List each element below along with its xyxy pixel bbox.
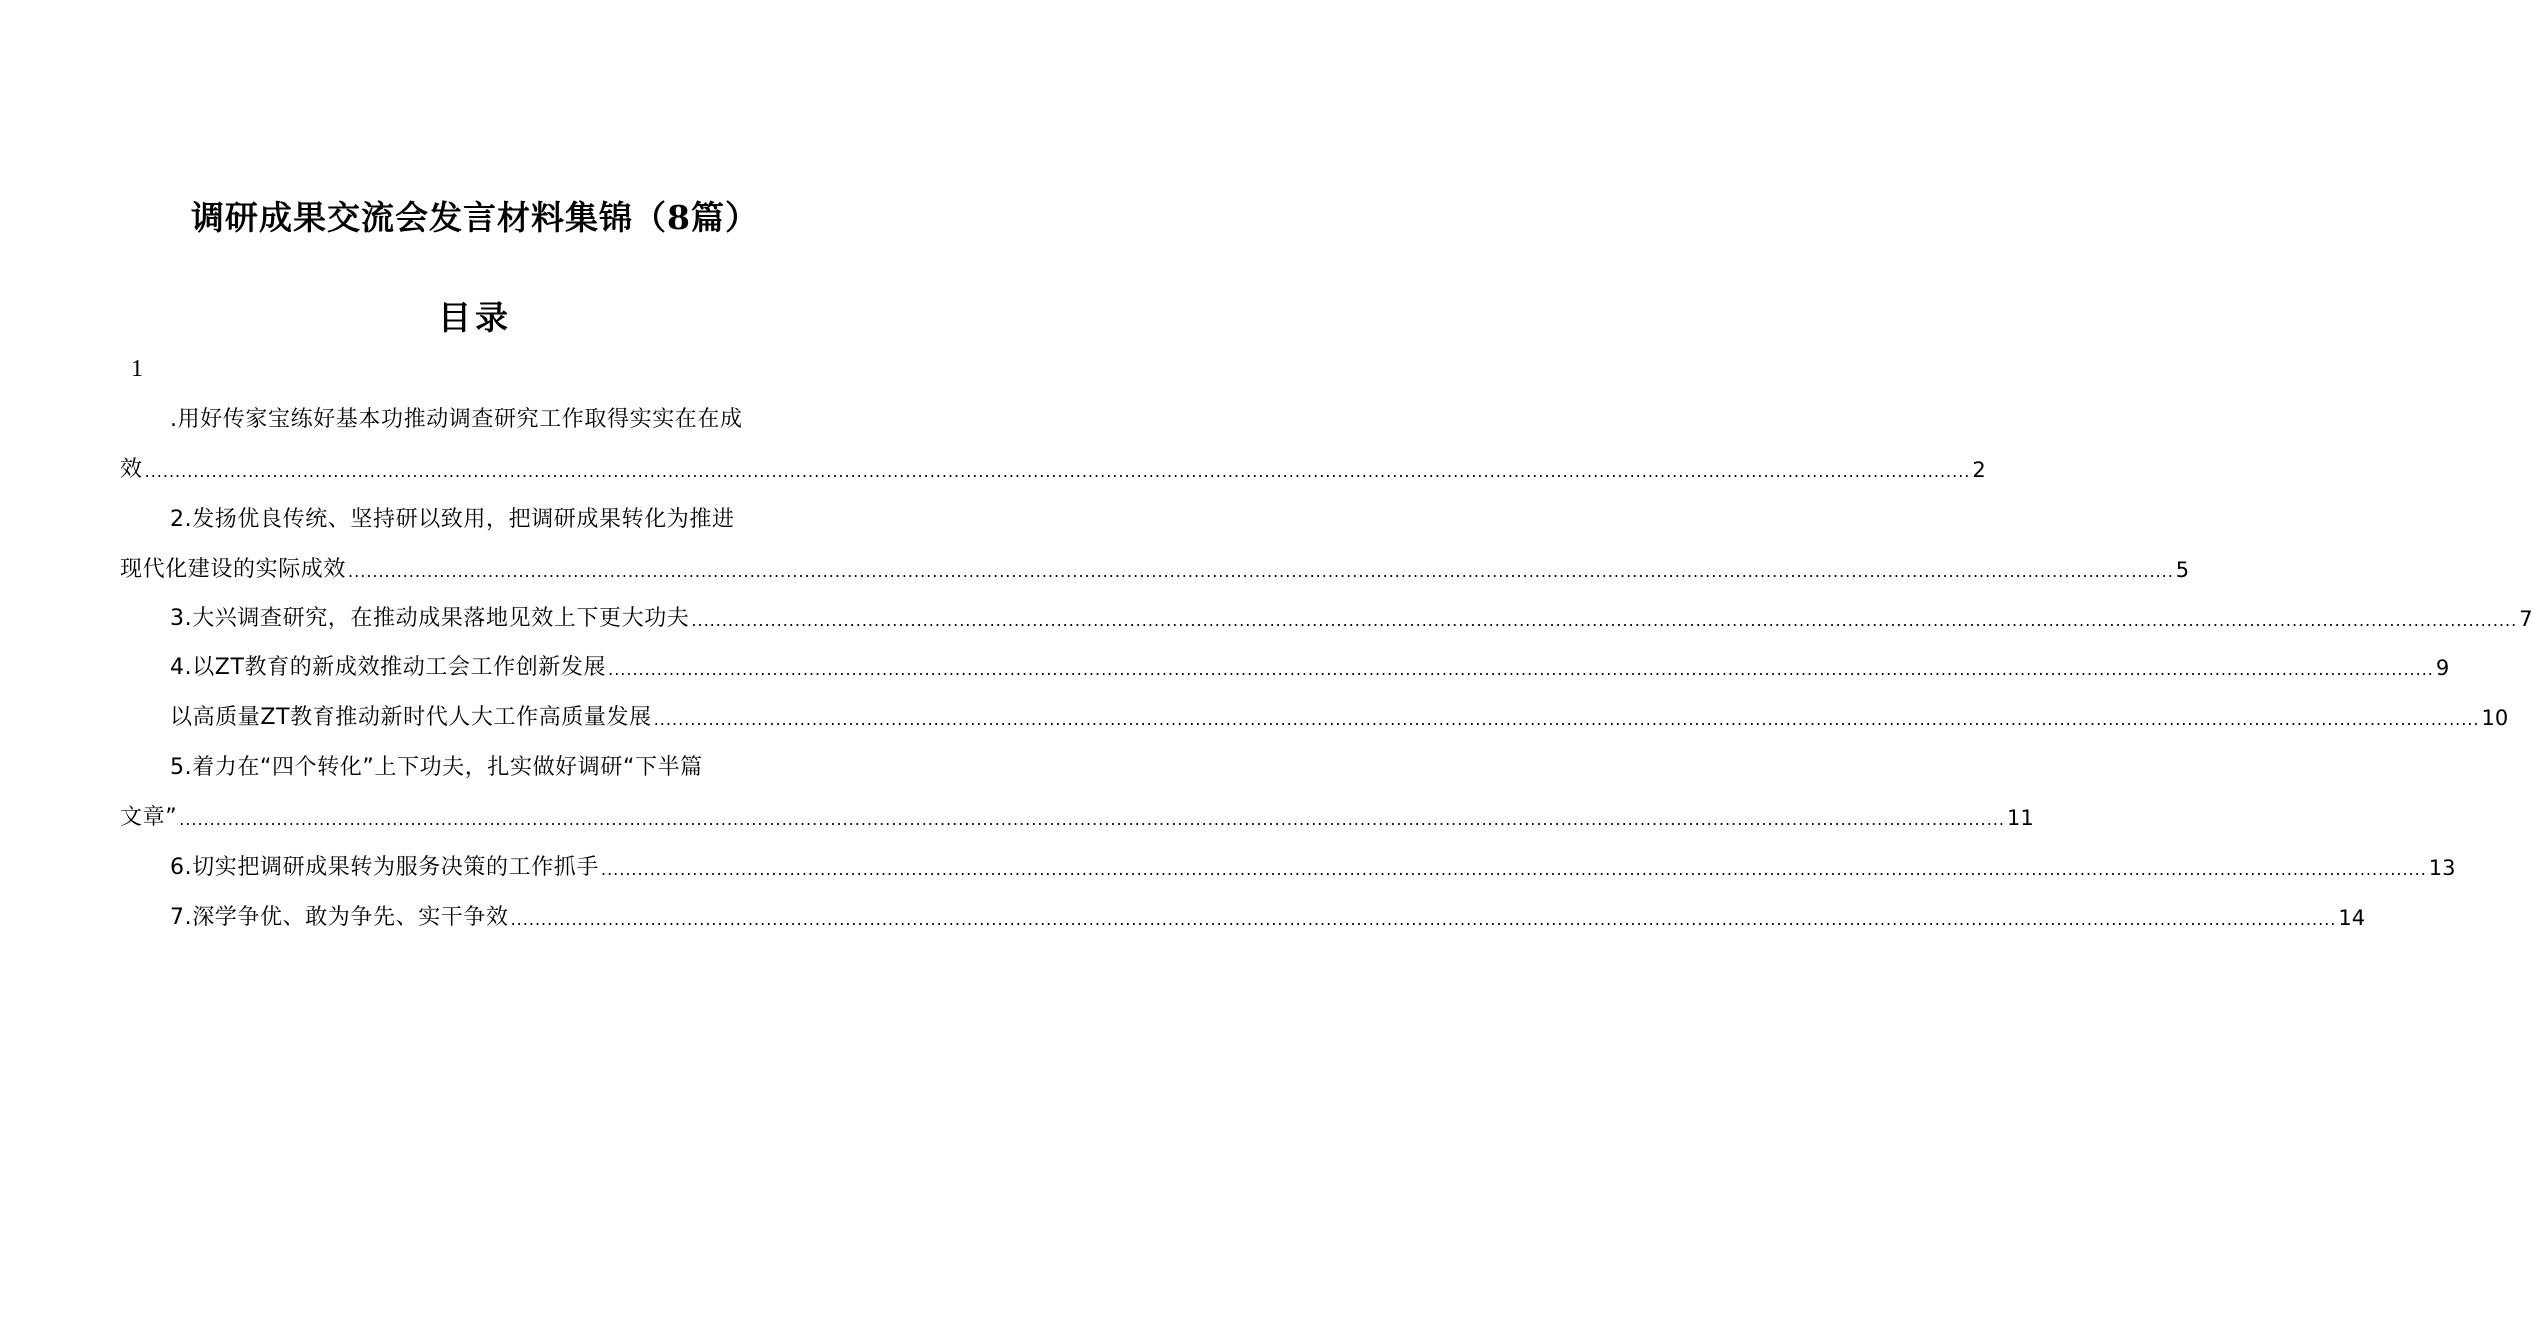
toc-page-number: 10 (2481, 706, 2509, 730)
toc-entry-text: 以高质量ZT教育推动新时代人大工作高质量发展 (170, 705, 652, 730)
toc-entry-text: 5.着力在“四个转化”上下功夫，扎实做好调研“下半篇 (170, 755, 703, 780)
toc-entry-7[interactable] (120, 901, 2366, 935)
toc-entry-text: 3.大兴调查研究，在推动成果落地见效上下更大功夫 (170, 606, 690, 631)
toc-dot-leader: ............................................................................................................................................................................................................................................................................................................ (653, 710, 2480, 729)
document-title: 调研成果交流会发言材料集锦（8篇） (191, 198, 759, 237)
toc-page-number: 7 (2519, 607, 2533, 631)
page-number-label: 1 (131, 356, 143, 382)
toc-page-number: 5 (2175, 558, 2190, 582)
toc-entry-text: 现代化建设的实际成效 (120, 557, 347, 582)
toc-entry-4[interactable] (120, 651, 2450, 685)
toc-entry-text: 7.深学争优、敢为争先、实干争效 (170, 905, 509, 930)
toc-entry-text: 文章” (120, 805, 178, 830)
toc-dot-leader: ............................................................................................................................................................................................................................................................................................................ (510, 910, 2337, 929)
toc-page-number: 9 (2435, 656, 2450, 680)
toc-entry-text: 效 (120, 457, 143, 482)
toc-heading: 目录 (438, 298, 512, 337)
toc-entry-6[interactable] (120, 851, 2456, 885)
toc-entry-3[interactable] (120, 602, 2533, 636)
toc-entry-1-line-1[interactable] (120, 403, 780, 437)
toc-entry-text: .用好传家宝练好基本功推动调查研究工作取得实实在在成 (170, 407, 743, 432)
toc-dot-leader: ............................................................................................................................................................................................................................................................................................................ (348, 562, 2174, 581)
toc-dot-leader: ............................................................................................................................................................................................................................................................................................................ (144, 462, 1971, 481)
toc-entry-text: 6.切实把调研成果转为服务决策的工作抓手 (170, 855, 599, 880)
toc-entry-2-line-2[interactable] (120, 553, 2190, 587)
toc-page-number: 14 (2338, 906, 2366, 930)
toc-page-number: 2 (1972, 458, 1986, 482)
toc-entry-2-line-1[interactable] (120, 503, 780, 537)
toc-entry-5-line-1[interactable] (120, 751, 780, 785)
toc-dot-leader: ............................................................................................................................................................................................................................................................................................................ (691, 611, 2518, 630)
toc-entry-5-line-2[interactable] (120, 801, 2034, 835)
toc-page-number: 11 (2006, 806, 2034, 830)
toc-dot-leader: ............................................................................................................................................................................................................................................................................................................ (179, 810, 2005, 829)
toc-dot-leader: ............................................................................................................................................................................................................................................................................................................ (601, 860, 2427, 879)
toc-entry-4b[interactable] (120, 701, 2509, 735)
toc-dot-leader: ............................................................................................................................................................................................................................................................................................................ (608, 660, 2434, 679)
toc-page-number: 13 (2428, 856, 2456, 880)
toc-entry-1-line-2[interactable] (120, 453, 1986, 487)
toc-entry-text: 2.发扬优良传统、坚持研以致用，把调研成果转化为推进 (170, 507, 735, 532)
toc-entry-text: 4.以ZT教育的新成效推动工会工作创新发展 (170, 655, 607, 680)
